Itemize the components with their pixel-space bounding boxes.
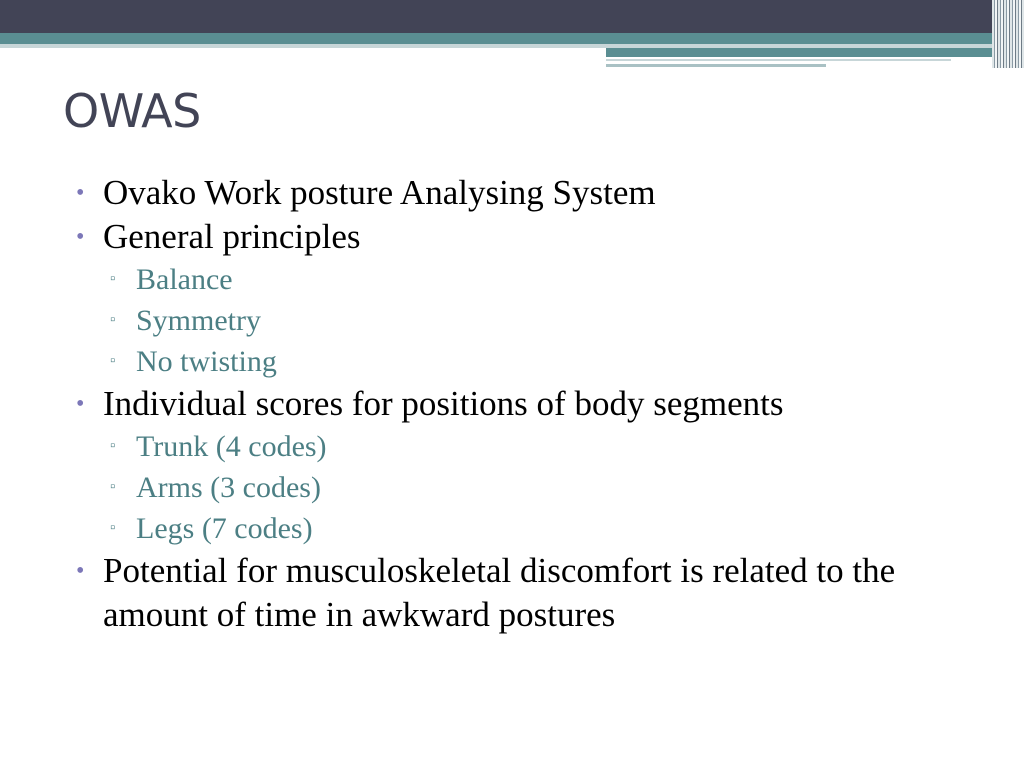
sub-bullet-item bbox=[76, 426, 976, 467]
sub-bullet-text: Arms (3 codes) bbox=[136, 471, 321, 504]
header-accent-line bbox=[606, 59, 951, 61]
header-dark-band bbox=[0, 0, 1024, 33]
sub-bullet-text: Balance bbox=[136, 263, 233, 296]
sub-bullet-marker-icon: ▫ bbox=[110, 479, 116, 495]
bullet-item bbox=[76, 215, 976, 259]
sub-bullet-marker-icon: ▫ bbox=[110, 271, 116, 287]
sub-bullet-item bbox=[76, 259, 976, 300]
bullet-marker-icon: • bbox=[76, 558, 85, 584]
bullet-text: Ovako Work posture Analysing System bbox=[103, 173, 656, 212]
bullet-text: General principles bbox=[103, 217, 361, 256]
sub-bullet-item bbox=[76, 508, 976, 549]
bullet-text: Potential for musculoskeletal discomfort is related to the amount of time in awkward postures bbox=[103, 551, 896, 634]
sub-bullet-item bbox=[76, 300, 976, 341]
sub-bullet-marker-icon: ▫ bbox=[110, 438, 116, 454]
bullet-marker-icon: • bbox=[76, 391, 85, 417]
sub-bullet-marker-icon: ▫ bbox=[110, 312, 116, 328]
sub-bullet-marker-icon: ▫ bbox=[110, 353, 116, 369]
sub-bullet-item bbox=[76, 467, 976, 508]
sub-bullet-text: Symmetry bbox=[136, 304, 261, 337]
bullet-text: Individual scores for positions of body segments bbox=[103, 384, 784, 423]
bullet-list bbox=[76, 171, 976, 637]
slide-title: OWAS bbox=[63, 84, 201, 138]
bullet-item bbox=[76, 382, 976, 426]
bullet-item bbox=[76, 171, 976, 215]
header-step-band bbox=[606, 48, 1024, 57]
sub-bullet-marker-icon: ▫ bbox=[110, 520, 116, 536]
header-accent-line bbox=[606, 64, 826, 67]
bullet-marker-icon: • bbox=[76, 224, 85, 250]
header-vertical-stripes bbox=[992, 0, 1024, 68]
sub-bullet-text: No twisting bbox=[136, 345, 277, 378]
bullet-marker-icon: • bbox=[76, 180, 85, 206]
bullet-item bbox=[76, 549, 976, 637]
sub-bullet-item bbox=[76, 341, 976, 382]
sub-bullet-text: Legs (7 codes) bbox=[136, 512, 313, 545]
sub-bullet-text: Trunk (4 codes) bbox=[136, 430, 327, 463]
header-teal-band bbox=[0, 33, 1024, 44]
